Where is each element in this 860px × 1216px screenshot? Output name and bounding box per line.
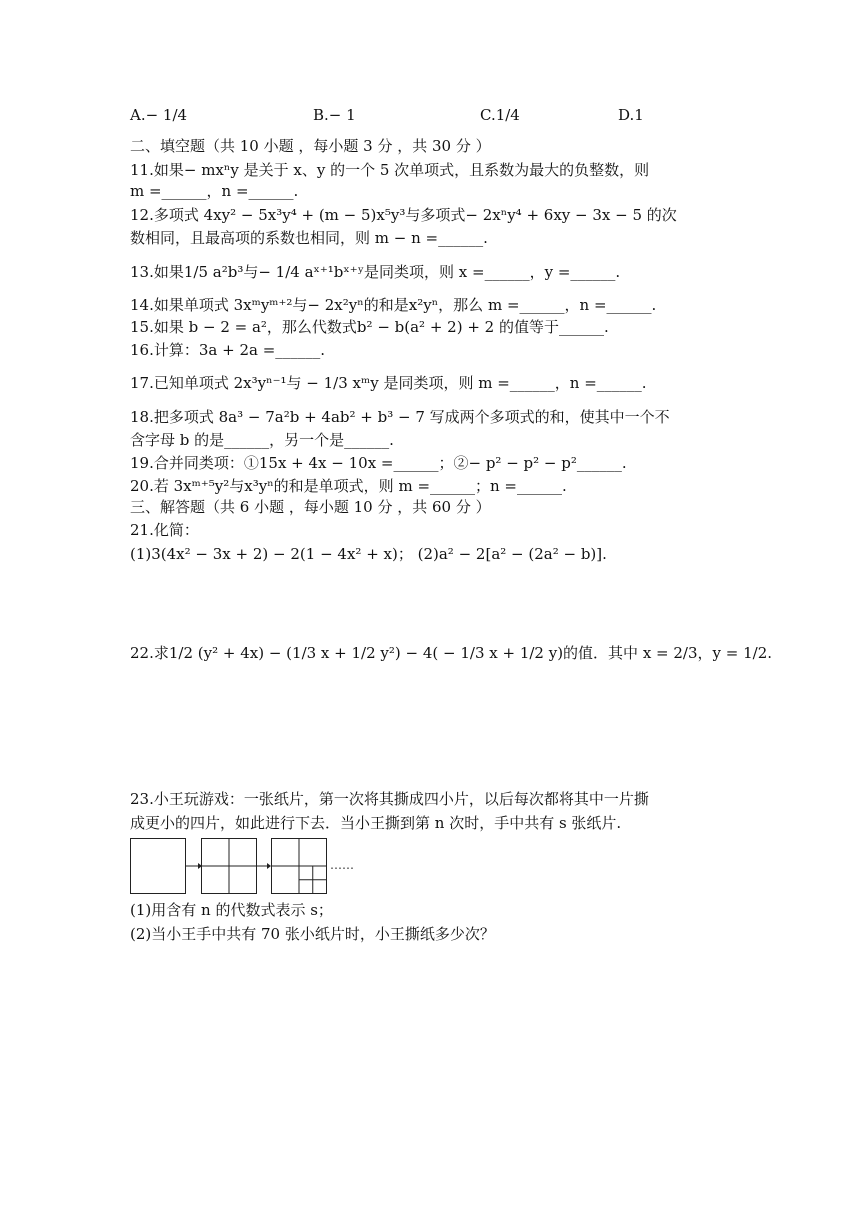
question-16: 16.计算：3a + 2a =______.	[130, 341, 326, 359]
question-20: 20.若 3xᵐ⁺⁵y²与x³yⁿ的和是单项式，则 m =______；n =______.	[130, 477, 567, 495]
question-11-line2: m =______，n =______.	[130, 182, 299, 200]
question-23-line1: 23.小王玩游戏：一张纸片，第一次将其撕成四小片，以后每次都将其中一片撕	[130, 790, 649, 808]
question-21-title: 21.化简：	[130, 521, 199, 539]
question-12-line2: 数相同，且最高项的系数也相同，则 m − n =______.	[130, 229, 488, 247]
paper-tearing-diagram	[130, 838, 370, 900]
option-d: D.1	[618, 106, 644, 124]
question-14: 14.如果单项式 3xᵐyᵐ⁺²与− 2x²yⁿ的和是x²yⁿ，那么 m =______，n =______.	[130, 296, 657, 314]
question-22: 22.求1/2 (y² + 4x) − (1/3 x + 1/2 y²) − 4( − 1/3 x + 1/2 y)的值．其中 x = 2/3，y = 1/2.	[130, 644, 773, 662]
question-23-part2: (2)当小王手中共有 70 张小纸片时，小王撕纸多少次？	[130, 925, 495, 943]
question-12-line1: 12.多项式 4xy² − 5x³y⁴ + (m − 5)x⁵y³与多项式− 2xⁿy⁴ + 6xy − 3x − 5 的次	[130, 206, 677, 224]
option-a: A.− 1/4	[130, 106, 188, 124]
continuation-dots: ……	[330, 858, 354, 872]
arrow-icon	[186, 863, 202, 869]
question-18-line2: 含字母 b 的是______，另一个是______.	[130, 431, 394, 449]
section2-heading: 二、填空题（共 10 小题 ，每小题 3 分 ，共 30 分 ）	[130, 137, 491, 155]
question-21-body: (1)3(4x² − 3x + 2) − 2(1 − 4x² + x)； (2)a² − 2[a² − (2a² − b)].	[130, 545, 607, 563]
option-b: B.− 1	[313, 106, 356, 124]
question-13: 13.如果1/5 a²b³与− 1/4 aˣ⁺¹bˣ⁺ʸ是同类项，则 x =______，y =______.	[130, 263, 621, 281]
question-19: 19.合并同类项：①15x + 4x − 10x =______；②− p² − p² − p²______.	[130, 454, 627, 472]
question-23-part1: (1)用含有 n 的代数式表示 s；	[130, 901, 333, 919]
square-step-2	[272, 839, 327, 894]
question-17: 17.已知单项式 2x³yⁿ⁻¹与 − 1/3 xᵐy 是同类项，则 m =______，n =______.	[130, 374, 647, 392]
question-15: 15.如果 b − 2 = a²，那么代数式b² − b(a² + 2) + 2 的值等于______.	[130, 318, 609, 336]
section3-heading: 三、解答题（共 6 小题 ，每小题 10 分 ，共 60 分 ）	[130, 498, 491, 516]
option-c: C.1/4	[480, 106, 520, 124]
square-step-1	[202, 839, 257, 894]
arrow-icon	[257, 863, 271, 869]
question-18-line1: 18.把多项式 8a³ − 7a²b + 4ab² + b³ − 7 写成两个多项式的和，使其中一个不	[130, 408, 670, 426]
question-23-line2: 成更小的四片，如此进行下去．当小王撕到第 n 次时，手中共有 s 张纸片.	[130, 814, 622, 832]
square-step-0	[131, 839, 186, 894]
question-11-line1: 11.如果− mxⁿy 是关于 x、y 的一个 5 次单项式，且系数为最大的负整数，则	[130, 161, 650, 179]
